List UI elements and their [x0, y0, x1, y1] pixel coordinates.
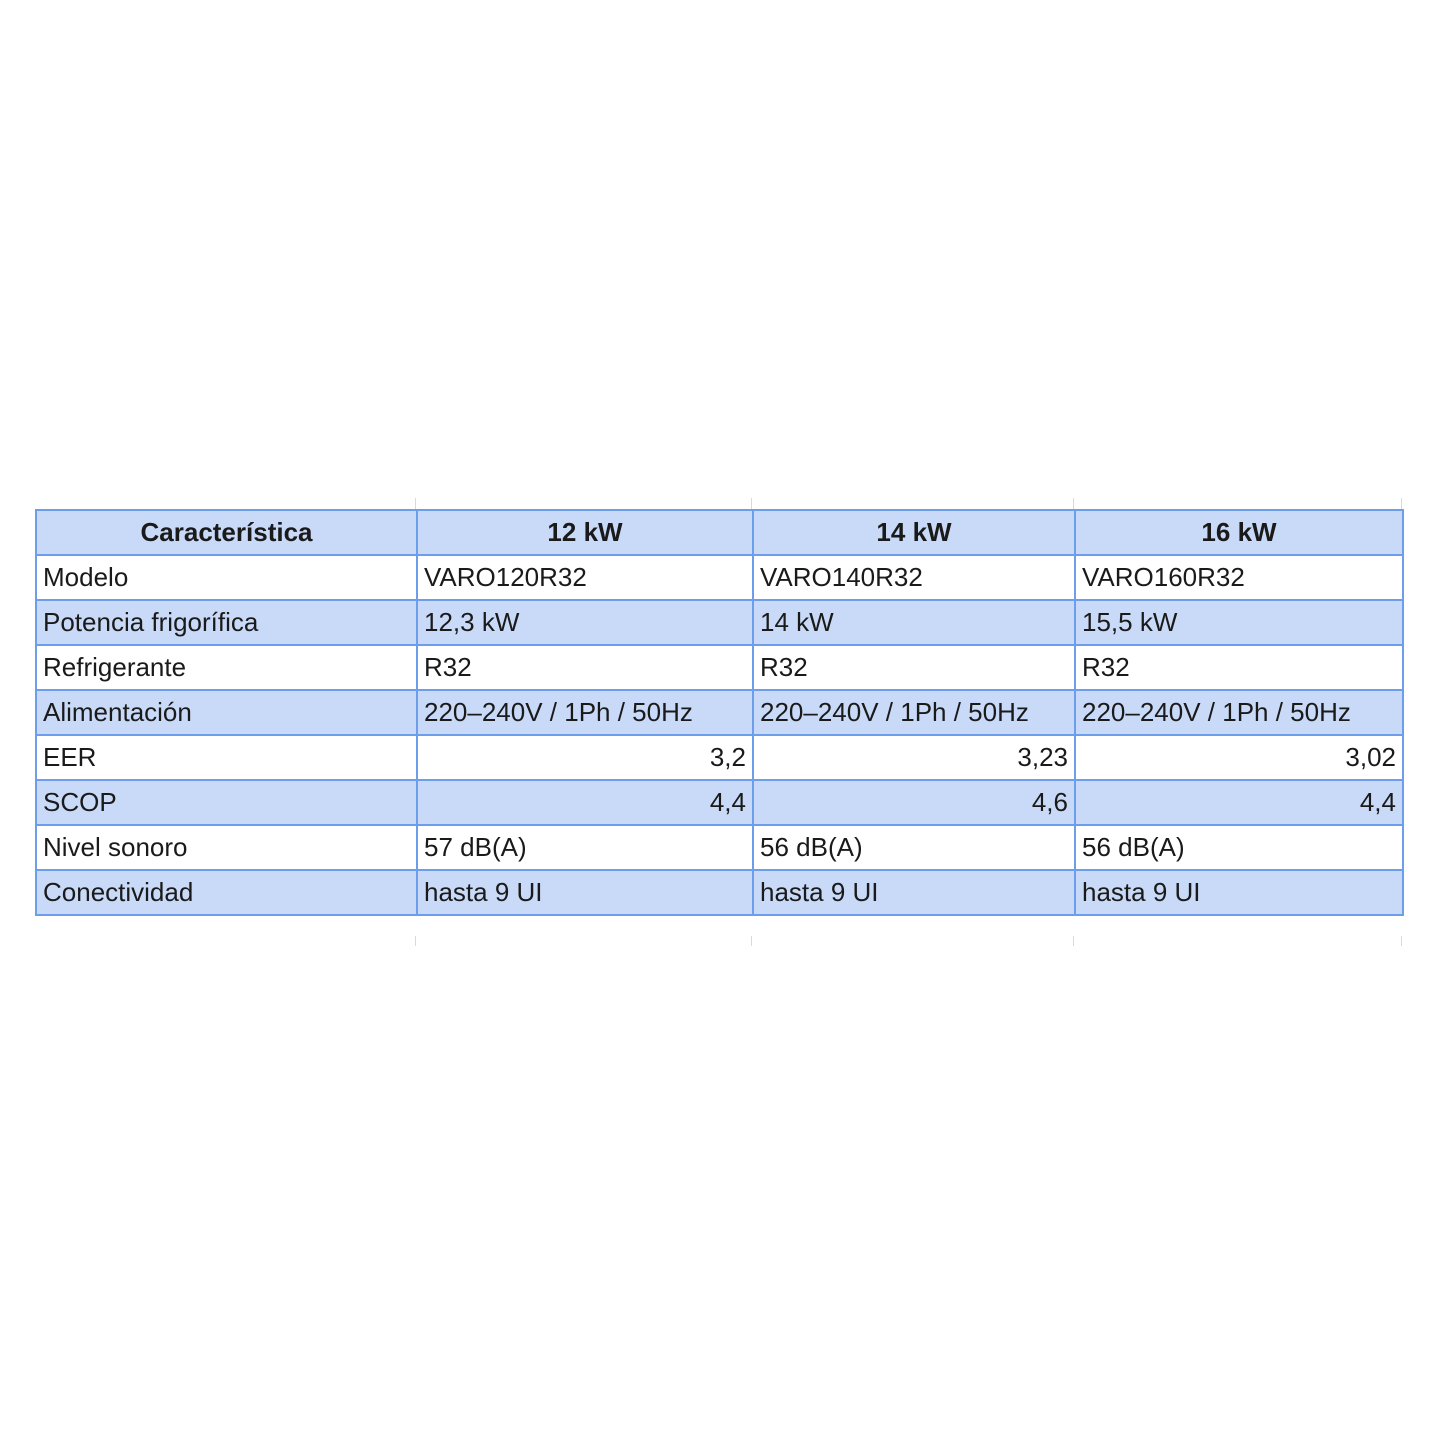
table-cell[interactable]: 4,4: [1075, 780, 1403, 825]
gridline: [415, 936, 416, 946]
table-cell[interactable]: 220–240V / 1Ph / 50Hz: [417, 690, 753, 735]
table-cell[interactable]: 12,3 kW: [417, 600, 753, 645]
row-label-cell[interactable]: Refrigerante: [36, 645, 417, 690]
table-row: [36, 645, 1403, 690]
table-cell[interactable]: R32: [1075, 645, 1403, 690]
header-cell-characteristic[interactable]: Característica: [36, 510, 417, 555]
header-cell-14kw[interactable]: 14 kW: [753, 510, 1075, 555]
header-row: [36, 510, 1403, 555]
table-cell[interactable]: 56 dB(A): [753, 825, 1075, 870]
table-cell[interactable]: 4,6: [753, 780, 1075, 825]
row-label-cell[interactable]: SCOP: [36, 780, 417, 825]
table-cell[interactable]: 3,02: [1075, 735, 1403, 780]
table-row: [36, 870, 1403, 915]
table-cell[interactable]: hasta 9 UI: [1075, 870, 1403, 915]
gridline: [751, 936, 752, 946]
table-cell[interactable]: 15,5 kW: [1075, 600, 1403, 645]
table-row: [36, 735, 1403, 780]
table-cell[interactable]: VARO160R32: [1075, 555, 1403, 600]
table-row: [36, 555, 1403, 600]
row-label-cell[interactable]: Conectividad: [36, 870, 417, 915]
table-row: [36, 690, 1403, 735]
table-cell[interactable]: 4,4: [417, 780, 753, 825]
table-cell[interactable]: VARO140R32: [753, 555, 1075, 600]
table-cell[interactable]: 3,2: [417, 735, 753, 780]
table-cell[interactable]: VARO120R32: [417, 555, 753, 600]
table-cell[interactable]: R32: [753, 645, 1075, 690]
table-cell[interactable]: 56 dB(A): [1075, 825, 1403, 870]
table-row: [36, 825, 1403, 870]
row-label-cell[interactable]: EER: [36, 735, 417, 780]
row-label-cell[interactable]: Nivel sonoro: [36, 825, 417, 870]
table-cell[interactable]: 14 kW: [753, 600, 1075, 645]
table-cell[interactable]: 3,23: [753, 735, 1075, 780]
table-row: [36, 780, 1403, 825]
table-row: [36, 600, 1403, 645]
table-cell[interactable]: R32: [417, 645, 753, 690]
header-cell-12kw[interactable]: 12 kW: [417, 510, 753, 555]
row-label-cell[interactable]: Modelo: [36, 555, 417, 600]
row-label-cell[interactable]: Alimentación: [36, 690, 417, 735]
gridline: [1401, 936, 1402, 946]
table-cell[interactable]: hasta 9 UI: [417, 870, 753, 915]
spec-table: [35, 509, 1404, 916]
table-cell[interactable]: hasta 9 UI: [753, 870, 1075, 915]
header-cell-16kw[interactable]: 16 kW: [1075, 510, 1403, 555]
row-label-cell[interactable]: Potencia frigorífica: [36, 600, 417, 645]
table-cell[interactable]: 57 dB(A): [417, 825, 753, 870]
table-cell[interactable]: 220–240V / 1Ph / 50Hz: [753, 690, 1075, 735]
gridline: [1073, 936, 1074, 946]
spreadsheet-range: [35, 498, 1405, 946]
table-cell[interactable]: 220–240V / 1Ph / 50Hz: [1075, 690, 1403, 735]
